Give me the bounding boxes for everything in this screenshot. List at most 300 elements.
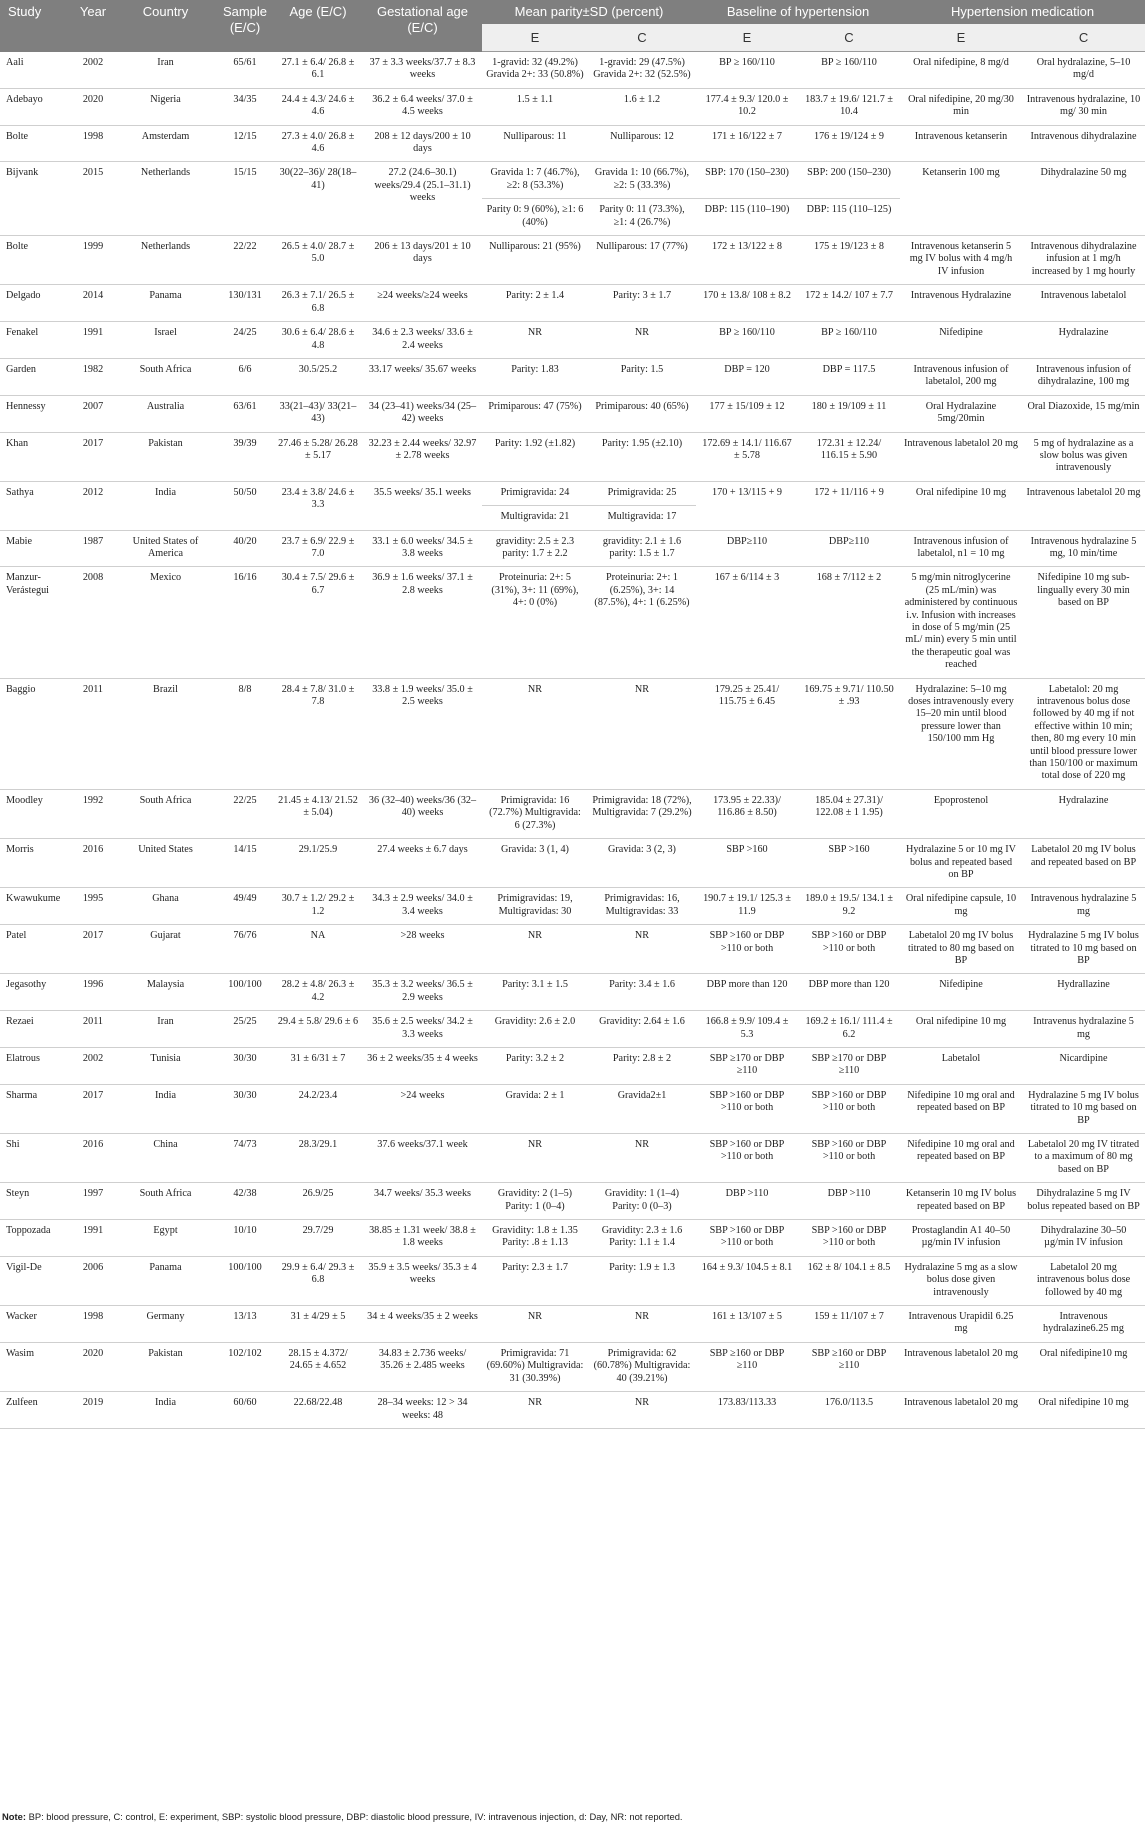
cell-age: 27.3 ± 4.0/ 26.8 ± 4.6 [273, 125, 363, 162]
cell-baseline-c: SBP: 200 (150–230) [798, 162, 900, 199]
baseline-e-header: E [696, 24, 798, 52]
cell-parity-e: Primigravidas: 19, Multigravidas: 30 [482, 888, 588, 925]
col-gestational-age: Gestational age (E/C) [363, 0, 482, 52]
cell-baseline-e: SBP >160 or DBP >110 or both [696, 1134, 798, 1183]
cell-sample: 40/20 [217, 530, 273, 567]
cell-parity-e: Gravidity: 2 (1–5) Parity: 1 (0–4) [482, 1183, 588, 1220]
cell-gestational-age: 27.2 (24.6–30.1) weeks/29.4 (25.1–31.1) weeks [363, 162, 482, 236]
cell-baseline-e: 172.69 ± 14.1/ 116.67 ± 5.78 [696, 432, 798, 481]
cell-baseline-e: DBP >110 [696, 1183, 798, 1220]
cell-parity-e: 1-gravid: 32 (49.2%) Gravida 2+: 33 (50.8%) [482, 52, 588, 89]
cell-medication-e: Intravenous ketanserin [900, 125, 1022, 162]
cell-baseline-c: 169.75 ± 9.71/ 110.50 ± .93 [798, 678, 900, 789]
cell-parity-e: Parity 0: 9 (60%), ≥1: 6 (40%) [482, 199, 588, 236]
cell-age: 23.4 ± 3.8/ 24.6 ± 3.3 [273, 481, 363, 530]
cell-age: 30(22–36)/ 28(18–41) [273, 162, 363, 236]
cell-parity-c: Multigravida: 17 [588, 506, 696, 530]
col-medication: Hypertension medication [900, 0, 1145, 24]
table-row [0, 162, 1145, 199]
cell-country: Tunisia [114, 1047, 217, 1084]
cell-medication-e: Intravenous labetalol 20 mg [900, 1342, 1022, 1391]
cell-gestational-age: 33.1 ± 6.0 weeks/ 34.5 ± 3.8 weeks [363, 530, 482, 567]
cell-study: Moodley [0, 789, 72, 838]
cell-medication-c: Nifedipine 10 mg sub-lingually every 30 min based on BP [1022, 567, 1145, 678]
cell-medication-e: Nifedipine [900, 974, 1022, 1011]
cell-baseline-e: SBP >160 [696, 839, 798, 888]
table-header [0, 0, 1145, 52]
cell-medication-c: Intravenous dihydralazine infusion at 1 mg/h increased by 1 mg hourly [1022, 236, 1145, 285]
cell-sample: 39/39 [217, 432, 273, 481]
cell-year: 2019 [72, 1392, 114, 1429]
cell-parity-e: Parity: 1.92 (±1.82) [482, 432, 588, 481]
cell-parity-e: Gravida 1: 7 (46.7%), ≥2: 8 (53.3%) [482, 162, 588, 199]
cell-medication-e: Intravenous ketanserin 5 mg IV bolus with 4 mg/h IV infusion [900, 236, 1022, 285]
cell-country: Amsterdam [114, 125, 217, 162]
cell-study: Zulfeen [0, 1392, 72, 1429]
cell-year: 2014 [72, 285, 114, 322]
cell-parity-e: Multigravida: 21 [482, 506, 588, 530]
cell-parity-e: gravidity: 2.5 ± 2.3 parity: 1.7 ± 2.2 [482, 530, 588, 567]
cell-year: 1995 [72, 888, 114, 925]
cell-baseline-c: 185.04 ± 27.31)/ 122.08 ± 1 1.95) [798, 789, 900, 838]
cell-country: China [114, 1134, 217, 1183]
cell-year: 2017 [72, 1084, 114, 1133]
cell-study: Wasim [0, 1342, 72, 1391]
cell-gestational-age: ≥24 weeks/≥24 weeks [363, 285, 482, 322]
cell-year: 1998 [72, 1306, 114, 1343]
cell-study: Baggio [0, 678, 72, 789]
footnote-label: Note: [2, 1811, 26, 1822]
cell-age: NA [273, 925, 363, 974]
cell-study: Aali [0, 52, 72, 89]
cell-parity-e: NR [482, 1306, 588, 1343]
cell-country: Pakistan [114, 432, 217, 481]
cell-age: 22.68/22.48 [273, 1392, 363, 1429]
cell-age: 26.9/25 [273, 1183, 363, 1220]
cell-medication-c: Hydralazine [1022, 789, 1145, 838]
cell-country: Germany [114, 1306, 217, 1343]
cell-baseline-e: SBP >160 or DBP >110 or both [696, 1220, 798, 1257]
table-row [0, 530, 1145, 567]
cell-gestational-age: 33.8 ± 1.9 weeks/ 35.0 ± 2.5 weeks [363, 678, 482, 789]
cell-study: Sharma [0, 1084, 72, 1133]
cell-medication-c: Labetalol 20 mg IV bolus and repeated based on BP [1022, 839, 1145, 888]
cell-baseline-c: 180 ± 19/109 ± 11 [798, 395, 900, 432]
cell-sample: 50/50 [217, 481, 273, 530]
cell-age: 29.7/29 [273, 1220, 363, 1257]
cell-year: 1997 [72, 1183, 114, 1220]
cell-country: Netherlands [114, 162, 217, 236]
cell-parity-c: NR [588, 678, 696, 789]
cell-gestational-age: 36 ± 2 weeks/35 ± 4 weeks [363, 1047, 482, 1084]
cell-study: Jegasothy [0, 974, 72, 1011]
medication-e-header: E [900, 24, 1022, 52]
table-row [0, 1134, 1145, 1183]
cell-country: Malaysia [114, 974, 217, 1011]
cell-age: 23.7 ± 6.9/ 22.9 ± 7.0 [273, 530, 363, 567]
cell-age: 29.1/25.9 [273, 839, 363, 888]
cell-parity-e: Primigravida: 24 [482, 481, 588, 505]
cell-country: India [114, 1084, 217, 1133]
cell-medication-e: Nifedipine [900, 322, 1022, 359]
col-baseline: Baseline of hypertension [696, 0, 900, 24]
cell-parity-e: Parity: 1.83 [482, 358, 588, 395]
cell-gestational-age: 35.9 ± 3.5 weeks/ 35.3 ± 4 weeks [363, 1256, 482, 1305]
cell-country: Panama [114, 1256, 217, 1305]
cell-country: Panama [114, 285, 217, 322]
cell-age: 30.6 ± 6.4/ 28.6 ± 4.8 [273, 322, 363, 359]
cell-study: Khan [0, 432, 72, 481]
cell-country: Gujarat [114, 925, 217, 974]
col-sample: Sample (E/C) [217, 0, 273, 52]
cell-parity-c: Parity 0: 11 (73.3%), ≥1: 4 (26.7%) [588, 199, 696, 236]
cell-country: Iran [114, 1011, 217, 1048]
cell-gestational-age: 34.3 ± 2.9 weeks/ 34.0 ± 3.4 weeks [363, 888, 482, 925]
cell-gestational-age: 33.17 weeks/ 35.67 weeks [363, 358, 482, 395]
cell-medication-e: Oral Hydralazine 5mg/20min [900, 395, 1022, 432]
cell-baseline-e: DBP≥110 [696, 530, 798, 567]
cell-gestational-age: 38.85 ± 1.31 week/ 38.8 ± 1.8 weeks [363, 1220, 482, 1257]
cell-baseline-e: 177.4 ± 9.3/ 120.0 ± 10.2 [696, 88, 798, 125]
table-row [0, 88, 1145, 125]
cell-medication-e: Hydralazine: 5–10 mg doses intravenously every 15–20 min until blood pressure lower than 150/100 mm Hg [900, 678, 1022, 789]
cell-parity-c: Gravidity: 2.64 ± 1.6 [588, 1011, 696, 1048]
cell-year: 2008 [72, 567, 114, 678]
cell-sample: 76/76 [217, 925, 273, 974]
cell-medication-c: Intravenous hydralazine 5 mg, 10 min/time [1022, 530, 1145, 567]
cell-baseline-e: 177 ± 15/109 ± 12 [696, 395, 798, 432]
cell-gestational-age: >24 weeks [363, 1084, 482, 1133]
cell-baseline-e: BP ≥ 160/110 [696, 52, 798, 89]
cell-sample: 22/22 [217, 236, 273, 285]
cell-baseline-e: DBP = 120 [696, 358, 798, 395]
table-row [0, 125, 1145, 162]
table-row [0, 481, 1145, 505]
cell-baseline-e: DBP: 115 (110–190) [696, 199, 798, 236]
cell-baseline-c: 176 ± 19/124 ± 9 [798, 125, 900, 162]
cell-parity-c: Parity: 3.4 ± 1.6 [588, 974, 696, 1011]
col-age: Age (E/C) [273, 0, 363, 52]
cell-medication-e: Ketanserin 100 mg [900, 162, 1022, 236]
cell-year: 2002 [72, 1047, 114, 1084]
cell-parity-c: Gravida: 3 (2, 3) [588, 839, 696, 888]
table-body [0, 52, 1145, 1429]
table-row [0, 789, 1145, 838]
cell-study: Vigil-De [0, 1256, 72, 1305]
cell-baseline-c: 183.7 ± 19.6/ 121.7 ± 10.4 [798, 88, 900, 125]
cell-parity-e: NR [482, 1392, 588, 1429]
table-row [0, 678, 1145, 789]
cell-baseline-c: 159 ± 11/107 ± 7 [798, 1306, 900, 1343]
cell-year: 2017 [72, 432, 114, 481]
cell-baseline-c: 172 + 11/116 + 9 [798, 481, 900, 530]
table-row [0, 395, 1145, 432]
cell-sample: 14/15 [217, 839, 273, 888]
cell-baseline-c: DBP >110 [798, 1183, 900, 1220]
cell-parity-c: Parity: 3 ± 1.7 [588, 285, 696, 322]
cell-study: Kwawukume [0, 888, 72, 925]
table-row [0, 925, 1145, 974]
cell-baseline-e: 170 ± 13.8/ 108 ± 8.2 [696, 285, 798, 322]
cell-sample: 24/25 [217, 322, 273, 359]
cell-country: Ghana [114, 888, 217, 925]
cell-parity-e: Nulliparous: 21 (95%) [482, 236, 588, 285]
cell-study: Elatrous [0, 1047, 72, 1084]
cell-sample: 30/30 [217, 1047, 273, 1084]
cell-country: South Africa [114, 358, 217, 395]
cell-parity-c: Nulliparous: 12 [588, 125, 696, 162]
cell-gestational-age: 35.5 weeks/ 35.1 weeks [363, 481, 482, 530]
cell-sample: 63/61 [217, 395, 273, 432]
parity-e-header: E [482, 24, 588, 52]
cell-year: 1996 [72, 974, 114, 1011]
cell-year: 2011 [72, 1011, 114, 1048]
cell-study: Bolte [0, 125, 72, 162]
cell-medication-e: Nifedipine 10 mg oral and repeated based on BP [900, 1084, 1022, 1133]
cell-study: Morris [0, 839, 72, 888]
cell-study: Sathya [0, 481, 72, 530]
cell-parity-c: Parity: 1.9 ± 1.3 [588, 1256, 696, 1305]
cell-medication-e: Intravenous infusion of labetalol, n1 = 10 mg [900, 530, 1022, 567]
cell-medication-c: Intravenous labetalol [1022, 285, 1145, 322]
cell-medication-c: Labetalol: 20 mg intravenous bolus dose followed by 40 mg if not effective within 10 min; then, 80 mg every 10 min until blood pressure lower than 150/100 or maximum total dose of 220 mg [1022, 678, 1145, 789]
cell-medication-e: Oral nifedipine 10 mg [900, 481, 1022, 530]
cell-sample: 65/61 [217, 52, 273, 89]
cell-year: 2011 [72, 678, 114, 789]
cell-age: 27.1 ± 6.4/ 26.8 ± 6.1 [273, 52, 363, 89]
cell-parity-e: Gravida: 2 ± 1 [482, 1084, 588, 1133]
cell-baseline-e: 173.83/113.33 [696, 1392, 798, 1429]
cell-parity-e: Nulliparous: 11 [482, 125, 588, 162]
cell-study: Manzur-Verástegui [0, 567, 72, 678]
cell-year: 2015 [72, 162, 114, 236]
cell-baseline-c: DBP = 117.5 [798, 358, 900, 395]
cell-year: 1987 [72, 530, 114, 567]
parity-c-header: C [588, 24, 696, 52]
cell-year: 1991 [72, 1220, 114, 1257]
cell-age: 29.9 ± 6.4/ 29.3 ± 6.8 [273, 1256, 363, 1305]
cell-gestational-age: 208 ± 12 days/200 ± 10 days [363, 125, 482, 162]
cell-parity-c: Primiparous: 40 (65%) [588, 395, 696, 432]
cell-age: 21.45 ± 4.13/ 21.52 ± 5.04) [273, 789, 363, 838]
cell-parity-e: NR [482, 678, 588, 789]
cell-medication-e: Oral nifedipine, 20 mg/30 min [900, 88, 1022, 125]
table-row [0, 52, 1145, 89]
table-row [0, 1011, 1145, 1048]
cell-medication-c: 5 mg of hydralazine as a slow bolus was given intravenously [1022, 432, 1145, 481]
cell-year: 1998 [72, 125, 114, 162]
cell-gestational-age: 37.6 weeks/37.1 week [363, 1134, 482, 1183]
cell-medication-c: Oral nifedipine 10 mg [1022, 1392, 1145, 1429]
cell-sample: 30/30 [217, 1084, 273, 1133]
cell-parity-c: Parity: 2.8 ± 2 [588, 1047, 696, 1084]
cell-parity-e: Primigravida: 16 (72.7%) Multigravida: 6 (27.3%) [482, 789, 588, 838]
cell-parity-e: Gravidity: 1.8 ± 1.35 Parity: .8 ± 1.13 [482, 1220, 588, 1257]
cell-year: 2012 [72, 481, 114, 530]
cell-medication-c: Intravenous dihydralazine [1022, 125, 1145, 162]
cell-year: 2006 [72, 1256, 114, 1305]
cell-baseline-c: 172.31 ± 12.24/ 116.15 ± 5.90 [798, 432, 900, 481]
cell-age: 24.2/23.4 [273, 1084, 363, 1133]
cell-baseline-e: SBP >160 or DBP >110 or both [696, 1084, 798, 1133]
table-row [0, 1183, 1145, 1220]
cell-age: 26.3 ± 7.1/ 26.5 ± 6.8 [273, 285, 363, 322]
cell-gestational-age: >28 weeks [363, 925, 482, 974]
cell-baseline-e: 167 ± 6/114 ± 3 [696, 567, 798, 678]
cell-medication-e: Intravenous infusion of labetalol, 200 mg [900, 358, 1022, 395]
cell-country: Brazil [114, 678, 217, 789]
table-footnote [2, 1811, 683, 1822]
footnote-text: BP: blood pressure, C: control, E: experiment, SBP: systolic blood pressure, DBP: diastolic blood pressure, IV: intravenous injection, d: Day, NR: not reported. [28, 1811, 683, 1822]
cell-sample: 60/60 [217, 1392, 273, 1429]
table-row [0, 1342, 1145, 1391]
cell-medication-c: Oral hydralazine, 5–10 mg/d [1022, 52, 1145, 89]
cell-study: Fenakel [0, 322, 72, 359]
cell-country: Pakistan [114, 1342, 217, 1391]
cell-sample: 74/73 [217, 1134, 273, 1183]
cell-medication-c: Nicardipine [1022, 1047, 1145, 1084]
cell-gestational-age: 35.3 ± 3.2 weeks/ 36.5 ± 2.9 weeks [363, 974, 482, 1011]
cell-study: Patel [0, 925, 72, 974]
cell-parity-e: Primigravida: 71 (69.60%) Multigravida: 31 (30.39%) [482, 1342, 588, 1391]
table-row [0, 567, 1145, 678]
cell-baseline-c: DBP: 115 (110–125) [798, 199, 900, 236]
cell-baseline-c: BP ≥ 160/110 [798, 52, 900, 89]
cell-sample: 16/16 [217, 567, 273, 678]
cell-age: 28.4 ± 7.8/ 31.0 ± 7.8 [273, 678, 363, 789]
table-row [0, 358, 1145, 395]
cell-parity-e: NR [482, 925, 588, 974]
cell-gestational-age: 35.6 ± 2.5 weeks/ 34.2 ± 3.3 weeks [363, 1011, 482, 1048]
cell-study: Delgado [0, 285, 72, 322]
cell-sample: 34/35 [217, 88, 273, 125]
cell-medication-c: Intravenous hydralazine, 10 mg/ 30 min [1022, 88, 1145, 125]
cell-medication-c: Labetalol 20 mg intravenous bolus dose followed by 40 mg [1022, 1256, 1145, 1305]
cell-medication-c: Dihydralazine 30–50 µg/min IV infusion [1022, 1220, 1145, 1257]
cell-parity-c: Primigravidas: 16, Multigravidas: 33 [588, 888, 696, 925]
cell-parity-c: Proteinuria: 2+: 1 (6.25%), 3+: 14 (87.5%), 4+: 1 (6.25%) [588, 567, 696, 678]
cell-year: 1991 [72, 322, 114, 359]
cell-study: Shi [0, 1134, 72, 1183]
cell-age: 30.7 ± 1.2/ 29.2 ± 1.2 [273, 888, 363, 925]
cell-baseline-c: SBP ≥160 or DBP ≥110 [798, 1342, 900, 1391]
cell-gestational-age: 206 ± 13 days/201 ± 10 days [363, 236, 482, 285]
cell-country: India [114, 481, 217, 530]
table-row [0, 1256, 1145, 1305]
cell-sample: 12/15 [217, 125, 273, 162]
table-row [0, 839, 1145, 888]
cell-country: United States [114, 839, 217, 888]
cell-medication-e: Epoprostenol [900, 789, 1022, 838]
cell-study: Steyn [0, 1183, 72, 1220]
baseline-c-header: C [798, 24, 900, 52]
cell-parity-e: Proteinuria: 2+: 5 (31%), 3+: 11 (69%), 4+: 0 (0%) [482, 567, 588, 678]
cell-medication-c: Hydrallazine [1022, 974, 1145, 1011]
cell-year: 2020 [72, 88, 114, 125]
cell-sample: 6/6 [217, 358, 273, 395]
cell-year: 2020 [72, 1342, 114, 1391]
cell-gestational-age: 34 ± 4 weeks/35 ± 2 weeks [363, 1306, 482, 1343]
cell-age: 28.3/29.1 [273, 1134, 363, 1183]
cell-parity-c: gravidity: 2.1 ± 1.6 parity: 1.5 ± 1.7 [588, 530, 696, 567]
cell-age: 31 ± 6/31 ± 7 [273, 1047, 363, 1084]
cell-sample: 102/102 [217, 1342, 273, 1391]
cell-parity-c: Gravidity: 2.3 ± 1.6 Parity: 1.1 ± 1.4 [588, 1220, 696, 1257]
cell-medication-c: Hydralazine 5 mg IV bolus titrated to 10 mg based on BP [1022, 1084, 1145, 1133]
cell-sample: 22/25 [217, 789, 273, 838]
cell-year: 1999 [72, 236, 114, 285]
cell-parity-e: Gravidity: 2.6 ± 2.0 [482, 1011, 588, 1048]
table-row [0, 888, 1145, 925]
cell-sample: 13/13 [217, 1306, 273, 1343]
cell-age: 31 ± 4/29 ± 5 [273, 1306, 363, 1343]
cell-baseline-c: SBP >160 [798, 839, 900, 888]
cell-baseline-c: 162 ± 8/ 104.1 ± 8.5 [798, 1256, 900, 1305]
cell-sample: 25/25 [217, 1011, 273, 1048]
cell-sample: 100/100 [217, 974, 273, 1011]
cell-medication-e: Nifedipine 10 mg oral and repeated based on BP [900, 1134, 1022, 1183]
cell-sample: 130/131 [217, 285, 273, 322]
cell-baseline-c: 172 ± 14.2/ 107 ± 7.7 [798, 285, 900, 322]
cell-medication-e: Labetalol [900, 1047, 1022, 1084]
cell-parity-c: Nulliparous: 17 (77%) [588, 236, 696, 285]
cell-medication-e: Hydralazine 5 mg as a slow bolus dose given intravenously [900, 1256, 1022, 1305]
cell-study: Rezaei [0, 1011, 72, 1048]
table-row [0, 322, 1145, 359]
cell-baseline-e: 190.7 ± 19.1/ 125.3 ± 11.9 [696, 888, 798, 925]
cell-country: Iran [114, 52, 217, 89]
cell-country: Egypt [114, 1220, 217, 1257]
cell-parity-c: NR [588, 1392, 696, 1429]
cell-gestational-age: 34.7 weeks/ 35.3 weeks [363, 1183, 482, 1220]
cell-baseline-e: 172 ± 13/122 ± 8 [696, 236, 798, 285]
cell-country: Australia [114, 395, 217, 432]
cell-study: Mabie [0, 530, 72, 567]
table-row [0, 1306, 1145, 1343]
cell-baseline-c: SBP ≥170 or DBP ≥110 [798, 1047, 900, 1084]
cell-country: Netherlands [114, 236, 217, 285]
cell-age: 24.4 ± 4.3/ 24.6 ± 4.6 [273, 88, 363, 125]
cell-parity-c: Primigravida: 62 (60.78%) Multigravida: 40 (39.21%) [588, 1342, 696, 1391]
cell-country: South Africa [114, 789, 217, 838]
cell-age: 28.2 ± 4.8/ 26.3 ± 4.2 [273, 974, 363, 1011]
cell-baseline-c: SBP >160 or DBP >110 or both [798, 1084, 900, 1133]
cell-gestational-age: 34.83 ± 2.736 weeks/ 35.26 ± 2.485 weeks [363, 1342, 482, 1391]
cell-year: 1982 [72, 358, 114, 395]
cell-baseline-c: 168 ± 7/112 ± 2 [798, 567, 900, 678]
cell-medication-c: Intravenous hydralazine6.25 mg [1022, 1306, 1145, 1343]
header-row [0, 0, 1145, 24]
col-country: Country [114, 0, 217, 52]
cell-medication-c: Oral nifedipine10 mg [1022, 1342, 1145, 1391]
cell-parity-e: NR [482, 322, 588, 359]
cell-medication-e: Intravenous Hydralazine [900, 285, 1022, 322]
cell-parity-c: Parity: 1.95 (±2.10) [588, 432, 696, 481]
cell-parity-c: NR [588, 322, 696, 359]
cell-country: Nigeria [114, 88, 217, 125]
cell-baseline-e: 164 ± 9.3/ 104.5 ± 8.1 [696, 1256, 798, 1305]
cell-medication-e: Oral nifedipine, 8 mg/d [900, 52, 1022, 89]
cell-age: 33(21–43)/ 33(21–43) [273, 395, 363, 432]
cell-baseline-c: SBP >160 or DBP >110 or both [798, 1220, 900, 1257]
cell-baseline-e: 173.95 ± 22.33)/ 116.86 ± 8.50) [696, 789, 798, 838]
cell-medication-c: Intravenus hydralazine 5 mg [1022, 1011, 1145, 1048]
cell-gestational-age: 34.6 ± 2.3 weeks/ 33.6 ± 2.4 weeks [363, 322, 482, 359]
cell-country: India [114, 1392, 217, 1429]
cell-parity-c: 1-gravid: 29 (47.5%) Gravida 2+: 32 (52.5%) [588, 52, 696, 89]
cell-medication-c: Labetalol 20 mg IV titrated to a maximum of 80 mg based on BP [1022, 1134, 1145, 1183]
cell-baseline-c: DBP≥110 [798, 530, 900, 567]
